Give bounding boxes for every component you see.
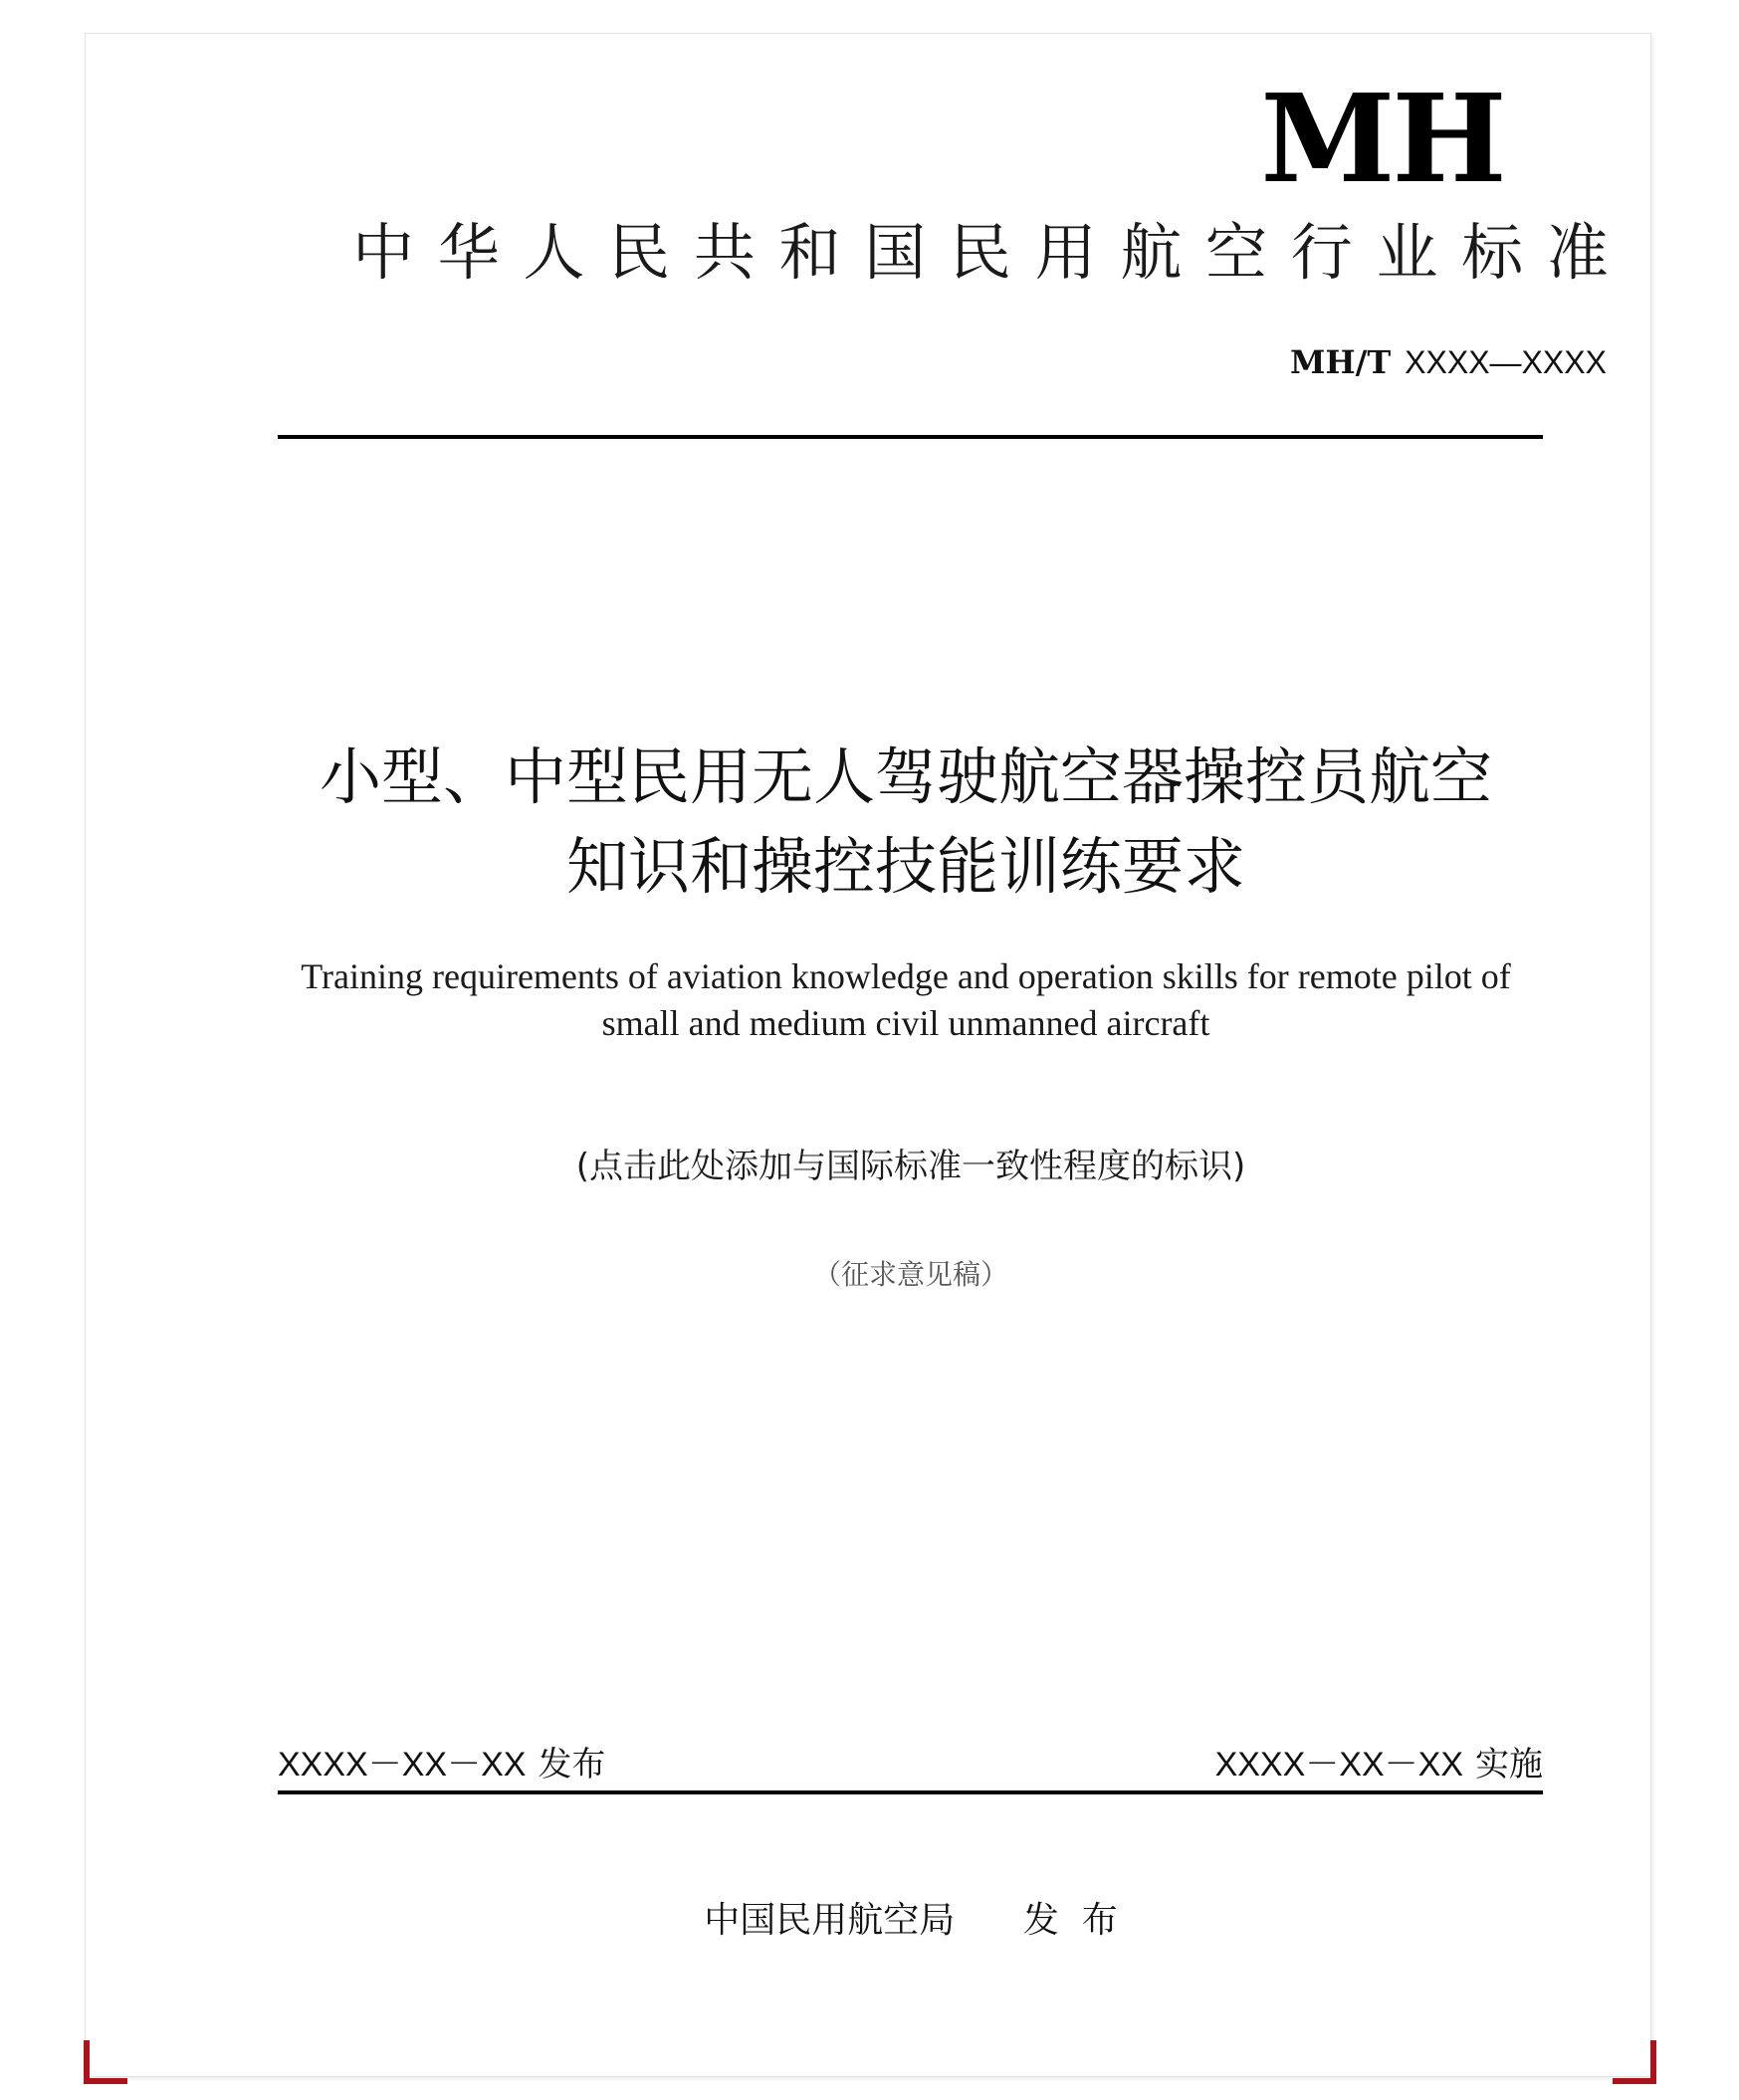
publish-date-value: XXXX－XX－XX — [278, 1746, 527, 1784]
corner-mark-bottom-left — [84, 2040, 127, 2084]
issuer-title-char: 民 — [608, 216, 671, 289]
issuer-title-char: 人 — [523, 216, 585, 289]
issuer-title-char: 中 — [352, 216, 415, 289]
implement-date — [1215, 1742, 1543, 1787]
title-chinese — [249, 733, 1563, 912]
standard-code — [1290, 342, 1607, 382]
issuer-title-char: 和 — [778, 216, 841, 289]
issuer-title-char: 用 — [1034, 216, 1097, 289]
issuer-title-char: 行 — [1290, 216, 1353, 289]
implement-date-value: XXXX－XX－XX — [1214, 1746, 1463, 1784]
publish-date-label: 发布 — [538, 1745, 606, 1785]
issuer-title-char: 空 — [1205, 216, 1268, 289]
issuer-title-char: 标 — [1461, 216, 1524, 289]
issuer-title-char: 华 — [437, 216, 500, 289]
title-english-line: Training requirements of aviation knowledge and operation skills for remote pilot of — [301, 956, 1511, 996]
footer-rule — [278, 1790, 1543, 1794]
publisher — [498, 1897, 1324, 1945]
issuer-title-char: 准 — [1546, 216, 1609, 289]
issuer-title-char: 航 — [1120, 216, 1183, 289]
issuer-title-char: 共 — [693, 216, 756, 289]
date-row — [278, 1742, 1543, 1787]
publish-date — [278, 1742, 605, 1787]
title-chinese-line: 知识和操控技能训练要求 — [565, 830, 1245, 903]
conformity-placeholder[interactable]: (点击此处添加与国际标准一致性程度的标识) — [575, 1147, 1246, 1186]
corner-mark-bottom-right — [1613, 2040, 1656, 2084]
publisher-name: 中国民用航空局 — [704, 1900, 956, 1941]
title-english-line: small and medium civil unmanned aircraft — [601, 1003, 1210, 1043]
issuer-title-char: 国 — [864, 216, 927, 289]
issuer-title-char: 业 — [1376, 216, 1438, 289]
header-rule — [278, 435, 1543, 439]
issuer-title — [352, 217, 1609, 289]
title-english — [259, 953, 1553, 1047]
publisher-action: 发 布 — [1022, 1900, 1118, 1941]
title-chinese-line: 小型、中型民用无人驾驶航空器操控员航空 — [319, 740, 1492, 813]
issuer-title-char: 民 — [949, 216, 1011, 289]
standard-code-prefix: MH/T — [1290, 343, 1392, 381]
standard-logo: MH — [1260, 67, 1504, 210]
standard-code-number: XXXX—XXXX — [1405, 344, 1607, 380]
draft-status: （征求意见稿） — [812, 1258, 1008, 1291]
implement-date-label: 实施 — [1475, 1745, 1543, 1785]
